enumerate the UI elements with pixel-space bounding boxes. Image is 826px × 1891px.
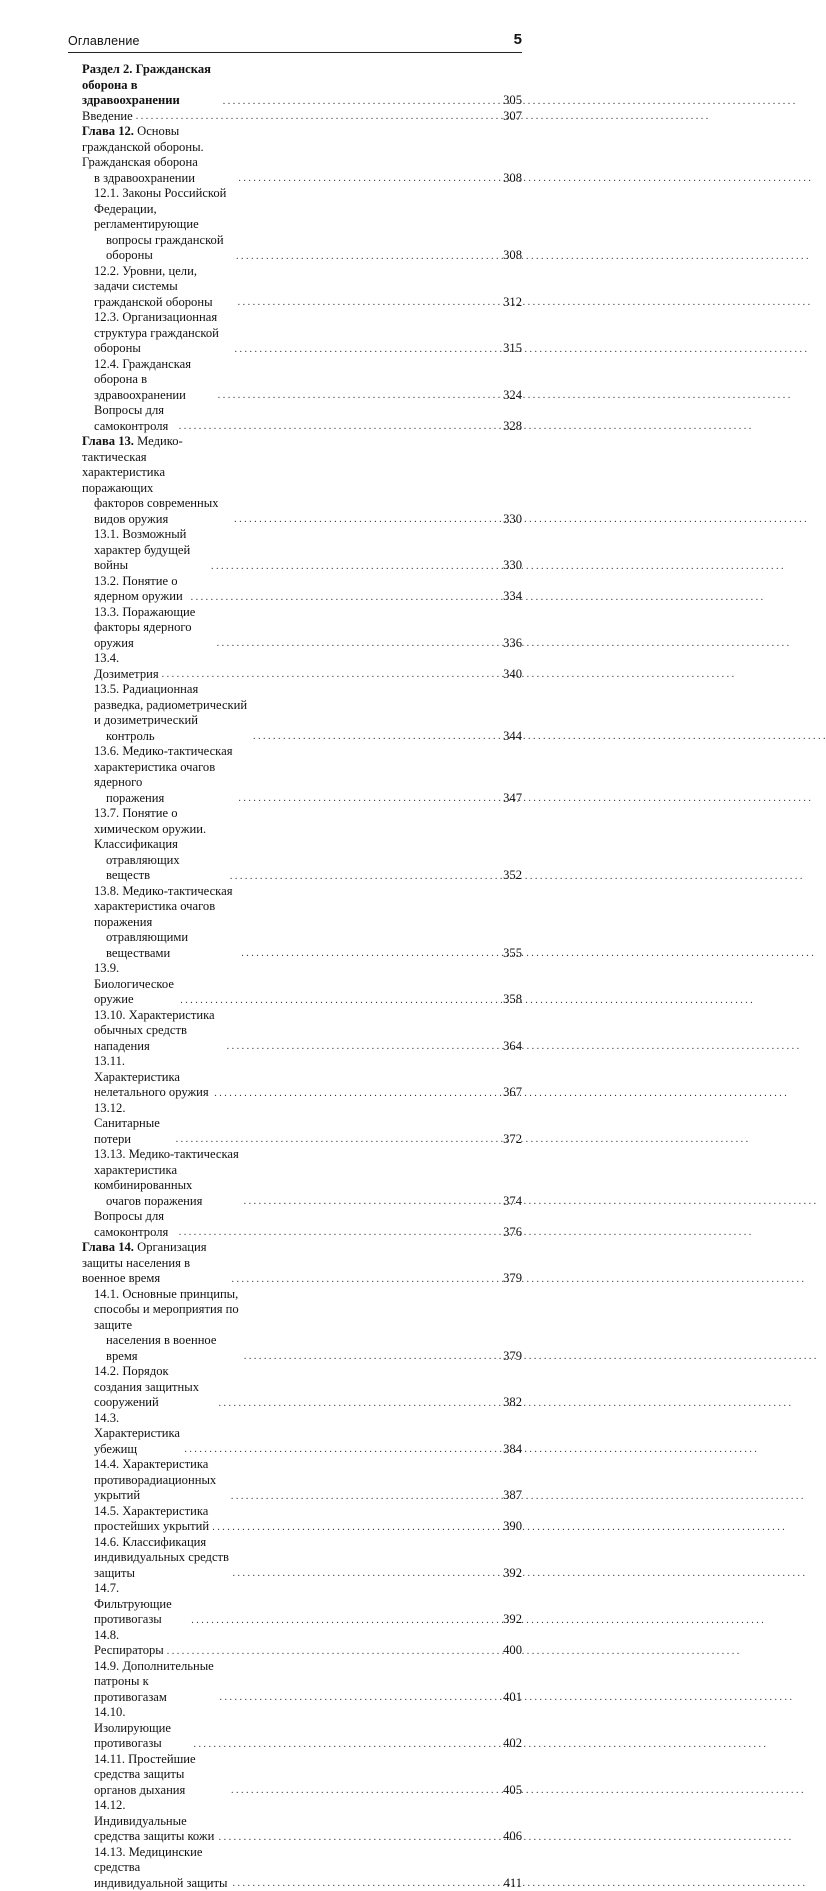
toc-entry-page: 358 <box>498 992 522 1008</box>
toc-entry-page: 344 <box>498 729 522 745</box>
toc-entry-text: 13.5. Радиационная разведка, радиометрический и дозиметрический <box>94 682 247 727</box>
toc-entry-text: 12.3. Организационная структура гражданской обороны <box>94 310 219 355</box>
dot-leader <box>211 560 496 574</box>
toc-entry-title <box>82 357 215 404</box>
toc-entry <box>82 109 522 125</box>
dot-leader <box>219 1831 496 1845</box>
toc-entry-text: 14.10. Изолирующие противогазы <box>94 1705 171 1750</box>
toc-entry-page: 387 <box>498 1488 522 1504</box>
page-number: 5 <box>514 31 522 48</box>
dot-leader <box>227 1040 496 1054</box>
dot-leader <box>180 994 496 1008</box>
toc-entry-page: 411 <box>498 1876 522 1891</box>
toc-entry-title <box>82 884 238 962</box>
toc-entry <box>82 651 522 682</box>
toc-entry-text: Медико-тактическая характеристика поражающих <box>82 434 183 495</box>
toc-entry-page: 382 <box>498 1395 522 1411</box>
dot-leader <box>244 1350 496 1364</box>
toc-entry <box>82 605 522 652</box>
dot-leader <box>253 730 496 744</box>
toc-entry-page: 401 <box>498 1690 522 1706</box>
dot-leader <box>212 1521 496 1535</box>
toc-entry-text: 14.4. Характеристика противорадиационных укрытий <box>94 1457 216 1502</box>
toc-entry-label: Раздел 2. <box>82 62 132 76</box>
toc-entry-label: Глава 14. <box>82 1240 134 1254</box>
table-of-contents <box>82 62 522 1891</box>
dot-leader <box>223 95 496 109</box>
toc-entry-page: 312 <box>498 295 522 311</box>
toc-entry-title <box>82 1752 228 1799</box>
toc-entry-title <box>82 1535 230 1582</box>
toc-entry <box>82 124 522 186</box>
toc-entry-text: 13.1. Возможный характер будущей войны <box>94 527 190 572</box>
toc-entry-title <box>82 961 177 1008</box>
toc-entry <box>82 574 522 605</box>
toc-entry-page: 400 <box>498 1643 522 1659</box>
toc-entry-page: 308 <box>498 171 522 187</box>
toc-entry-page: 347 <box>498 791 522 807</box>
toc-entry <box>82 1504 522 1535</box>
toc-entry-text: 14.5. Характеристика простейших укрытий <box>94 1504 209 1534</box>
dot-leader <box>238 172 496 186</box>
toc-entry <box>82 1008 522 1055</box>
toc-entry-page: 392 <box>498 1612 522 1628</box>
toc-entry-title <box>82 1147 241 1209</box>
toc-entry-title <box>82 1457 228 1504</box>
toc-entry-text: 14.9. Дополнительные патроны к противогазам <box>94 1659 214 1704</box>
toc-entry-text-continued: контроль <box>94 729 250 745</box>
toc-entry-text: 14.8. Респираторы <box>94 1628 164 1658</box>
toc-entry-text: 14.13. Медицинские средства индивидуальной защиты <box>94 1845 227 1890</box>
dot-leader <box>233 1877 496 1891</box>
dot-leader <box>179 1226 496 1240</box>
toc-entry-text: Вопросы для самоконтроля <box>94 1209 168 1239</box>
toc-entry-text: 14.7. Фильтрующие противогазы <box>94 1581 172 1626</box>
toc-entry-text: Вопросы для самоконтроля <box>94 403 168 433</box>
toc-entry-text: 12.4. Гражданская оборона в здравоохранении <box>94 357 191 402</box>
toc-entry-title <box>82 1209 176 1240</box>
toc-entry-text: 14.1. Основные принципы, способы и мероприятия по защите <box>94 1287 239 1332</box>
toc-entry <box>82 961 522 1008</box>
toc-entry-title <box>82 1054 211 1101</box>
dot-leader <box>136 110 496 124</box>
toc-entry-title <box>82 1798 216 1845</box>
dot-leader <box>179 420 496 434</box>
dot-leader <box>167 1645 496 1659</box>
toc-entry-text: Организация защиты населения в военное время <box>82 1240 207 1285</box>
toc-entry <box>82 1628 522 1659</box>
toc-entry-text: 13.2. Понятие о ядерном оружии <box>94 574 183 604</box>
running-header-title: Оглавление <box>68 34 140 48</box>
toc-entry <box>82 62 522 109</box>
toc-entry <box>82 806 522 884</box>
toc-entry-title <box>82 62 220 109</box>
toc-entry-title <box>82 527 208 574</box>
toc-entry <box>82 1535 522 1582</box>
toc-entry-title <box>82 1504 209 1535</box>
toc-entry-text: Гражданская оборона в здравоохранении <box>82 62 211 107</box>
toc-entry-page: 315 <box>498 341 522 357</box>
dot-leader <box>191 1614 496 1628</box>
dot-leader <box>234 513 496 527</box>
toc-entry <box>82 403 522 434</box>
toc-entry-title <box>82 1411 181 1458</box>
toc-entry-title <box>82 124 235 186</box>
dot-leader <box>162 668 496 682</box>
toc-entry-text-continued: населения в военное время <box>94 1333 241 1364</box>
toc-entry <box>82 1411 522 1458</box>
toc-entry-text: 14.12. Индивидуальные средства защиты кожи <box>94 1798 214 1843</box>
toc-entry-page: 379 <box>498 1271 522 1287</box>
toc-entry-text: 14.2. Порядок создания защитных сооружений <box>94 1364 199 1409</box>
toc-entry-title <box>82 1845 230 1891</box>
dot-leader <box>238 792 496 806</box>
toc-entry-page: 390 <box>498 1519 522 1535</box>
toc-entry-page: 330 <box>498 512 522 528</box>
toc-entry-title <box>82 109 133 125</box>
toc-entry-text: 13.6. Медико-тактическая характеристика очагов ядерного <box>94 744 233 789</box>
toc-entry <box>82 1798 522 1845</box>
toc-entry <box>82 1581 522 1628</box>
toc-entry <box>82 264 522 311</box>
toc-entry-text-continued: очагов поражения <box>94 1194 241 1210</box>
toc-entry-text: 13.8. Медико-тактическая характеристика очагов поражения <box>94 884 233 929</box>
toc-entry-title <box>82 310 232 357</box>
toc-entry <box>82 434 522 527</box>
dot-leader <box>220 1691 497 1705</box>
toc-entry <box>82 1147 522 1209</box>
toc-entry-title <box>82 1628 164 1659</box>
toc-entry <box>82 1209 522 1240</box>
dot-leader <box>230 870 496 884</box>
toc-entry-title <box>82 1287 241 1365</box>
toc-entry-text: Введение <box>82 109 133 123</box>
toc-entry <box>82 682 522 744</box>
toc-entry <box>82 1845 522 1891</box>
toc-entry-page: 364 <box>498 1039 522 1055</box>
running-header <box>68 30 522 53</box>
toc-entry-page: 392 <box>498 1566 522 1582</box>
toc-entry-page: 405 <box>498 1783 522 1799</box>
toc-entry-page: 340 <box>498 667 522 683</box>
toc-entry-title <box>82 744 235 806</box>
toc-entry-text: 13.12. Санитарные потери <box>94 1101 160 1146</box>
toc-entry <box>82 1705 522 1752</box>
dot-leader <box>231 1784 496 1798</box>
toc-entry <box>82 1101 522 1148</box>
dot-leader <box>241 947 496 961</box>
dot-leader <box>233 1567 496 1581</box>
toc-entry-text: 12.2. Уровни, цели, задачи системы гражданской обороны <box>94 264 213 309</box>
toc-entry-text-continued: вопросы гражданской обороны <box>94 233 233 264</box>
dot-leader <box>193 1738 496 1752</box>
toc-entry-title <box>82 403 176 434</box>
toc-entry-title <box>82 1659 217 1706</box>
toc-entry-text: 14.6. Классификация индивидуальных средств защиты <box>94 1535 229 1580</box>
toc-entry-text: 13.10. Характеристика обычных средств нападения <box>94 1008 215 1053</box>
toc-entry <box>82 1752 522 1799</box>
toc-entry-text-continued: поражения <box>94 791 235 807</box>
toc-entry-title <box>82 574 188 605</box>
toc-entry-title <box>82 1008 224 1055</box>
toc-entry <box>82 1659 522 1706</box>
toc-entry-page: 330 <box>498 558 522 574</box>
toc-entry-title <box>82 806 227 884</box>
toc-entry <box>82 744 522 806</box>
toc-entry-text-continued: отравляющими веществами <box>94 930 238 961</box>
toc-entry-label: Глава 12. <box>82 124 134 138</box>
dot-leader <box>176 1133 496 1147</box>
toc-entry-title <box>82 1240 228 1287</box>
toc-entry-page: 324 <box>498 388 522 404</box>
toc-entry-title <box>82 651 159 682</box>
dot-leader <box>217 637 496 651</box>
toc-entry-text: 13.13. Медико-тактическая характеристика комбинированных <box>94 1147 239 1192</box>
toc-entry-text: 14.11. Простейшие средства защиты органов дыхания <box>94 1752 196 1797</box>
toc-entry-page: 384 <box>498 1442 522 1458</box>
toc-entry-page: 406 <box>498 1829 522 1845</box>
toc-entry-page: 372 <box>498 1132 522 1148</box>
toc-entry-text-continued: факторов современных видов оружия <box>82 496 231 527</box>
toc-entry-text: 13.4. Дозиметрия <box>94 651 159 681</box>
toc-entry-title <box>82 605 214 652</box>
dot-leader <box>238 296 496 310</box>
dot-leader <box>231 1273 496 1287</box>
dot-leader <box>244 1195 496 1209</box>
toc-entry <box>82 310 522 357</box>
dot-leader <box>218 389 496 403</box>
toc-entry-title <box>82 682 250 744</box>
toc-entry-page: 355 <box>498 946 522 962</box>
toc-entry-text: 13.7. Понятие о химическом оружии. Классификация <box>94 806 206 851</box>
toc-entry-title <box>82 186 233 264</box>
toc-entry-page: 367 <box>498 1085 522 1101</box>
toc-entry-page: 376 <box>498 1225 522 1241</box>
toc-entry-page: 352 <box>498 868 522 884</box>
toc-entry-text: 13.9. Биологическое оружие <box>94 961 174 1006</box>
dot-leader <box>191 591 496 605</box>
toc-entry-title <box>82 1705 190 1752</box>
toc-entry-title <box>82 264 235 311</box>
toc-entry-text-continued: отравляющих веществ <box>94 853 227 884</box>
toc-entry-page: 334 <box>498 589 522 605</box>
toc-entry-page: 336 <box>498 636 522 652</box>
dot-leader <box>214 1087 496 1101</box>
toc-entry-page: 328 <box>498 419 522 435</box>
dot-leader <box>236 250 496 264</box>
toc-entry <box>82 884 522 962</box>
toc-entry-page: 307 <box>498 109 522 125</box>
dot-leader <box>219 1397 496 1411</box>
toc-entry-page: 379 <box>498 1349 522 1365</box>
toc-entry <box>82 1240 522 1287</box>
toc-entry-text: 13.11. Характеристика нелетального оружия <box>94 1054 209 1099</box>
toc-entry-title <box>82 434 231 527</box>
toc-entry-label: Глава 13. <box>82 434 134 448</box>
toc-entry-page: 308 <box>498 248 522 264</box>
dot-leader <box>231 1490 496 1504</box>
toc-entry-page: 402 <box>498 1736 522 1752</box>
toc-entry-title <box>82 1364 216 1411</box>
toc-entry-text-continued: в здравоохранении <box>82 171 235 187</box>
toc-entry-text: 12.1. Законы Российской Федерации, регламентирующие <box>94 186 226 231</box>
toc-entry <box>82 1287 522 1365</box>
toc-entry <box>82 357 522 404</box>
toc-entry-text: Основы гражданской обороны. Гражданская оборона <box>82 124 204 169</box>
toc-entry <box>82 1364 522 1411</box>
toc-entry-page: 305 <box>498 93 522 109</box>
dot-leader <box>184 1443 496 1457</box>
dot-leader <box>235 343 496 357</box>
toc-entry-title <box>82 1581 188 1628</box>
toc-entry-title <box>82 1101 173 1148</box>
toc-entry <box>82 186 522 264</box>
toc-entry <box>82 1457 522 1504</box>
toc-entry-page: 374 <box>498 1194 522 1210</box>
toc-entry-text: 13.3. Поражающие факторы ядерного оружия <box>94 605 195 650</box>
toc-entry <box>82 1054 522 1101</box>
toc-entry <box>82 527 522 574</box>
toc-entry-text: 14.3. Характеристика убежищ <box>94 1411 180 1456</box>
